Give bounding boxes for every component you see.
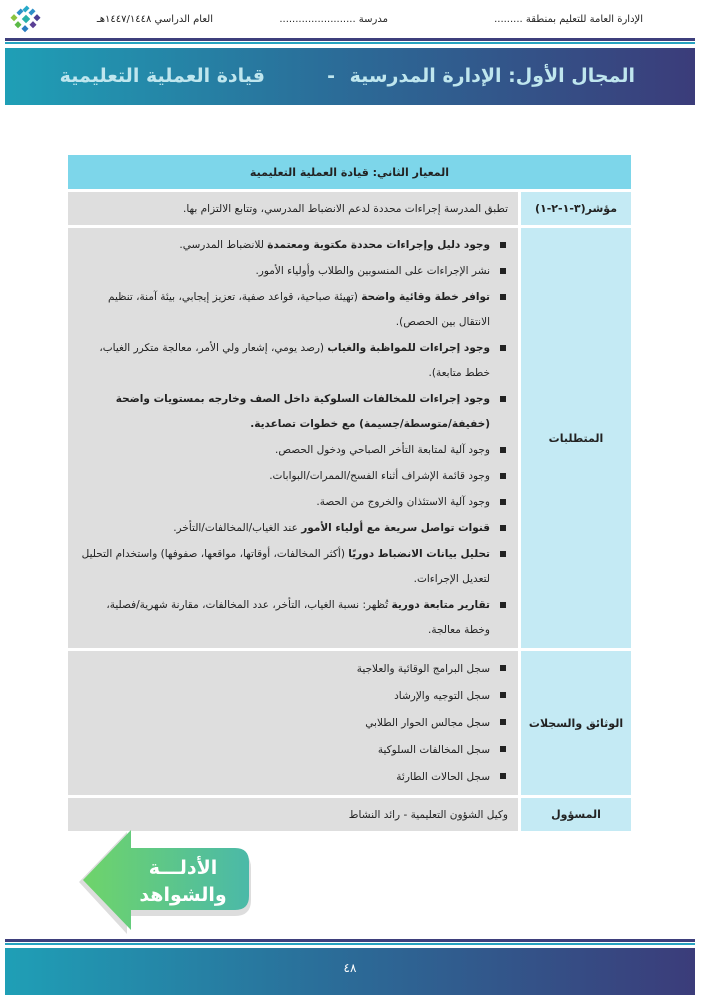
page-number: ٤٨: [343, 961, 357, 975]
requirement-item: [78, 593, 508, 643]
requirement-item: [78, 233, 508, 258]
requirement-item: [78, 387, 508, 437]
year-text: العام الدراسي ١٤٤٧/١٤٤٨هـ: [96, 14, 213, 25]
banner-separator: -: [327, 65, 335, 87]
requirement-item: [78, 285, 508, 335]
requirement-text: وجود آلية الاستئذان والخروج من الحصة.: [316, 496, 490, 508]
evidence-line2: والشواهد: [139, 884, 227, 906]
record-item: سجل التوجيه والإرشاد: [78, 683, 508, 709]
requirement-bold: وجود دليل وإجراءات محددة مكتوبة ومعتمدة: [267, 239, 490, 251]
standard-table: [68, 152, 631, 834]
requirement-item: [78, 438, 508, 463]
responsible-text: وكيل الشؤون التعليمية - رائد النشاط: [68, 798, 518, 831]
page-footer: [5, 948, 695, 995]
table-title: المعيار الثاني: قيادة العملية التعليمية: [68, 155, 631, 189]
domain-banner: [5, 48, 695, 105]
requirements-list: [78, 233, 508, 643]
requirement-text: نشر الإجراءات على المنسوبين والطلاب وأولياء الأمور.: [255, 265, 490, 277]
requirement-text: عند الغياب/المخالفات/التأخر.: [173, 522, 302, 534]
requirement-item: [78, 490, 508, 515]
indicator-text: تطبق المدرسة إجراءات محددة لدعم الانضباط المدرسي، وتتابع الالتزام بها.: [68, 192, 518, 225]
requirement-item: [78, 542, 508, 592]
region-text: الإدارة العامة للتعليم بمنطقة .........: [494, 14, 643, 25]
requirement-bold: وجود إجراءات للمخالفات السلوكية داخل الصف وخارجه بمستويات واضحة (خفيفة/متوسطة/جسيمة) مع خطوات تصاعدية.: [115, 393, 490, 430]
requirement-item: [78, 336, 508, 386]
record-item: سجل الحالات الطارئة: [78, 764, 508, 790]
standard-title: قيادة العملية التعليمية: [59, 65, 265, 87]
requirement-item: [78, 259, 508, 284]
page-header: [0, 8, 703, 36]
requirement-text: (أكثر المخالفات، أوقاتها، مواقعها، صفوفها) واستخدام التحليل لتعديل الإجراءات.: [81, 548, 490, 585]
domain-title: المجال الأول: الإدارة المدرسية: [349, 65, 635, 87]
evidence-line1: الأدلـــة: [148, 857, 218, 879]
requirement-text: تُظهر: نسبة الغياب، التأخر، عدد المخالفات، مقارنة شهرية/فصلية، وخطة معالجة.: [106, 599, 490, 636]
evidence-button[interactable]: [128, 855, 238, 909]
header-divider: [5, 38, 695, 41]
requirement-item: [78, 464, 508, 489]
footer-divider: [5, 939, 695, 942]
responsible-label: المسؤول: [518, 798, 631, 831]
records-list: [78, 656, 508, 790]
requirement-text: (رصد يومي، إشعار ولي الأمر، معالجة متكرر الغياب، خطط متابعة).: [99, 342, 490, 379]
indicator-label: مؤشر(٣-١-٢-١): [518, 192, 631, 225]
requirement-item: [78, 516, 508, 541]
requirement-bold: قنوات تواصل سريعة مع أولياء الأمور: [301, 522, 490, 534]
record-item: سجل البرامج الوقائية والعلاجية: [78, 656, 508, 682]
requirement-bold: تحليل بيانات الانضباط دوريًا: [348, 548, 490, 560]
record-item: سجل المخالفات السلوكية: [78, 737, 508, 763]
requirement-bold: تقارير متابعة دورية: [391, 599, 490, 611]
requirements-label: المتطلبات: [518, 228, 631, 648]
footer-divider-accent: [5, 943, 695, 945]
requirement-bold: توافر خطة وقائية واضحة: [361, 291, 490, 303]
record-item: سجل مجالس الحوار الطلابي: [78, 710, 508, 736]
requirement-text: وجود قائمة الإشراف أثناء الفسح/الممرات/البوابات.: [269, 470, 490, 482]
school-text: مدرسة ........................: [279, 14, 388, 25]
requirement-bold: وجود إجراءات للمواظبة والغياب: [327, 342, 490, 354]
records-label: الوثائق والسجلات: [518, 651, 631, 795]
header-divider-accent: [5, 42, 695, 44]
ministry-logo-icon: [8, 4, 44, 34]
requirement-text: للانضباط المدرسي.: [179, 239, 268, 251]
requirement-text: وجود آلية لمتابعة التأخر الصباحي ودخول الحصص.: [275, 444, 490, 456]
requirement-text: (تهيئة صباحية، قواعد صفية، تعزيز إيجابي، بيئة آمنة، تنظيم الانتقال بين الحصص).: [107, 291, 490, 328]
